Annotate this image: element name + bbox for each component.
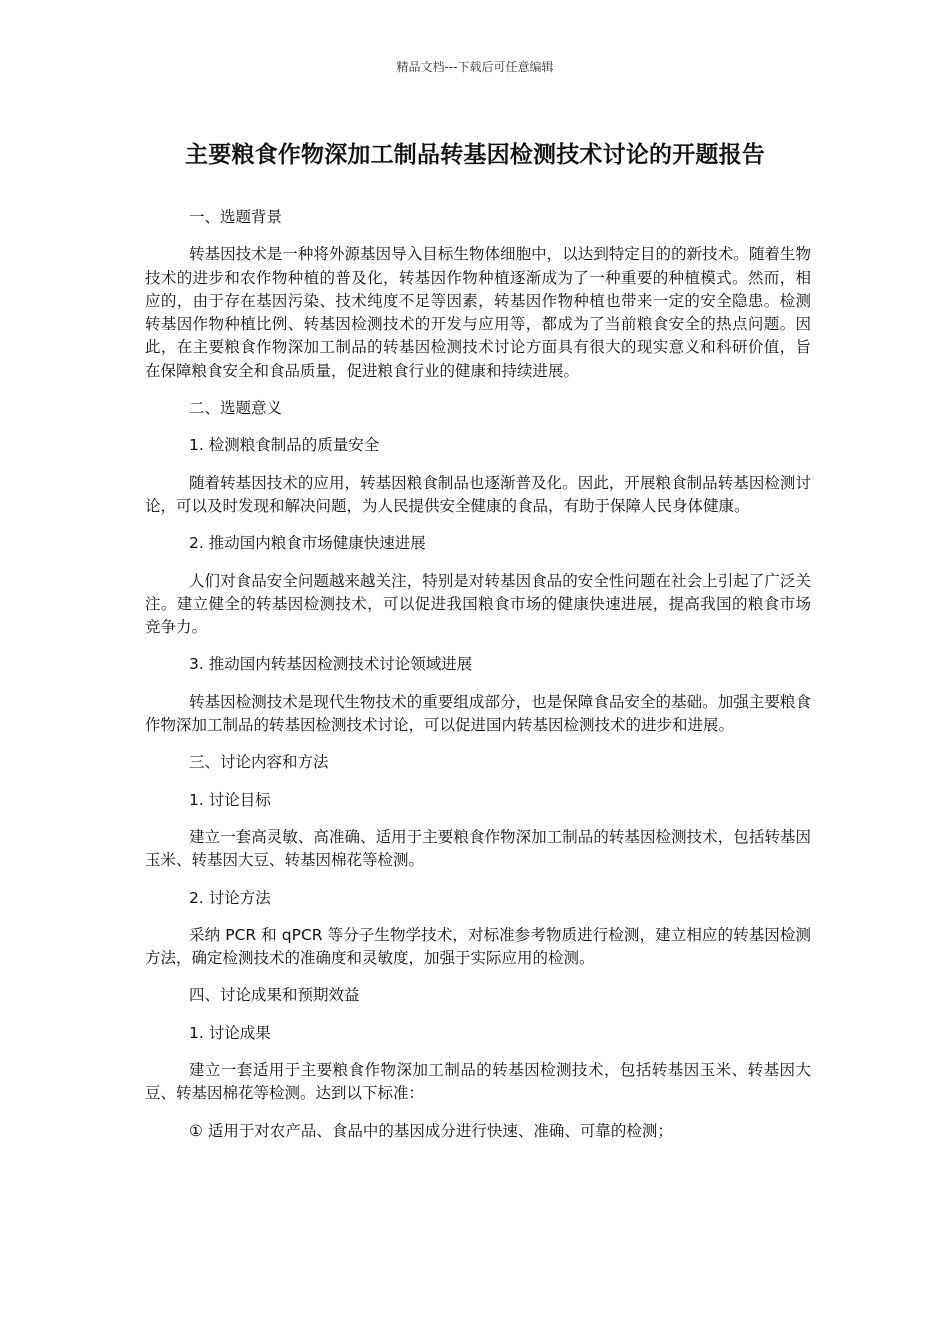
subheading-market-development: 2. 推动国内粮食市场健康快速进展 <box>189 534 426 553</box>
section-heading-background: 一、选题背景 <box>189 208 283 226</box>
paragraph-methods: 采纳 PCR 和 qPCR 等分子生物学技术，对标准参考物质进行检测，建立相应的转基因检测方法，确定检测技术的准确度和灵敏度，加强于实际应用的检测。 <box>145 925 811 968</box>
paragraph-research-field: 转基因检测技术是现代生物技术的重要组成部分，也是保障食品安全的基础。加强主要粮食作物深加工制品的转基因检测技术讨论，可以促进国内转基因检测技术的进步和进展。 <box>145 692 811 735</box>
paragraph-goals: 建立一套高灵敏、高准确、适用于主要粮食作物深加工制品的转基因检测技术，包括转基因玉米、转基因大豆、转基因棉花等检测。 <box>145 827 811 870</box>
subheading-quality-safety: 1. 检测粮食制品的质量安全 <box>189 436 380 455</box>
subheading-results: 1. 讨论成果 <box>189 1023 271 1042</box>
page-header-note: 精品文档---下载后可任意编辑 <box>396 60 554 74</box>
subheading-methods: 2. 讨论方法 <box>189 888 271 907</box>
paragraph-background: 转基因技术是一种将外源基因导入目标生物体细胞中，以达到特定目的的新技术。随着生物技术的进步和农作物种植的普及化，转基因作物种植逐渐成为了一种重要的种植模式。然而，相应的，由于存在基因污染、技术纯度不足等因素，转基因作物种植也带来一定的安全隐患。检测转基因作物种植比例、转基因检测技术的开发与应用等，都成为了当前粮食安全的热点问题。因此，在主要粮食作物深加工制品的转基因检测技术讨论方面具有很大的现实意义和科研价值，旨在保障粮食安全和食品质量，促进粮食行业的健康和持续进展。 <box>145 245 811 380</box>
subheading-research-field: 3. 推动国内转基因检测技术讨论领域进展 <box>189 655 473 674</box>
section-heading-content-methods: 三、讨论内容和方法 <box>189 753 329 772</box>
document-body <box>145 206 811 1157</box>
document-title: 主要粮食作物深加工制品转基因检测技术讨论的开题报告 <box>185 142 765 168</box>
paragraph-results: 建立一套适用于主要粮食作物深加工制品的转基因检测技术，包括转基因玉米、转基因大豆、转基因棉花等检测。达到以下标准： <box>145 1061 811 1103</box>
section-heading-significance: 二、选题意义 <box>189 399 283 418</box>
paragraph-market-development: 人们对食品安全问题越来越关注，特别是对转基因食品的安全性问题在社会上引起了广泛关注。建立健全的转基因检测技术，可以促进我国粮食市场的健康快速进展，提高我国的粮食市场竞争力。 <box>145 571 811 637</box>
list-item-standard-1: ① 适用于对农产品、食品中的基因成分进行快速、准确、可靠的检测； <box>189 1121 673 1140</box>
section-heading-results-benefits: 四、讨论成果和预期效益 <box>189 986 360 1005</box>
subheading-goals: 1. 讨论目标 <box>189 790 271 809</box>
paragraph-quality-safety: 随着转基因技术的应用，转基因粮食制品也逐渐普及化。因此，开展粮食制品转基因检测讨论，可以及时发现和解决问题，为人民提供安全健康的食品，有助于保障人民身体健康。 <box>145 473 811 515</box>
